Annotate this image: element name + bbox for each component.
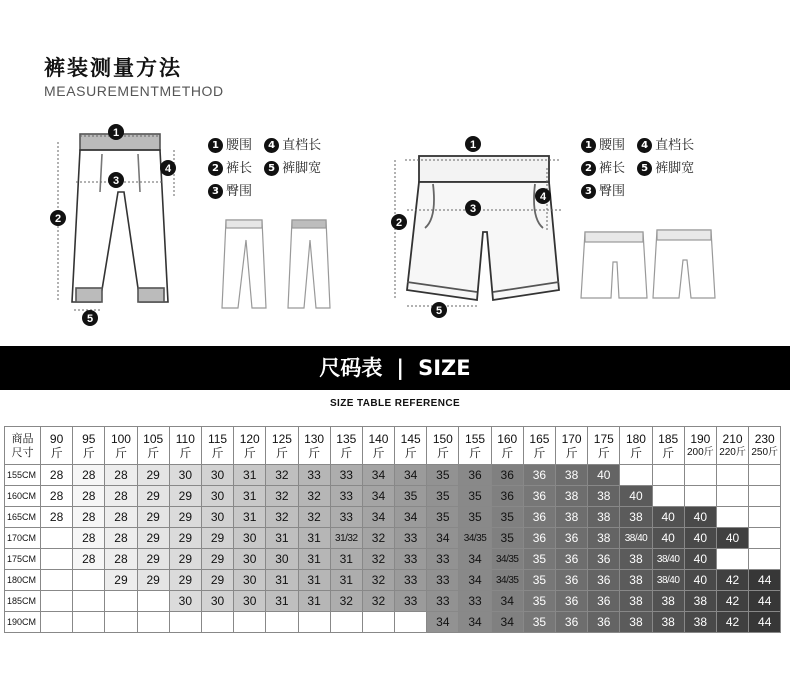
size-cell: 35 [523, 570, 555, 591]
size-cell: 29 [201, 570, 233, 591]
size-cell: 42 [716, 570, 748, 591]
size-cell: 31 [298, 591, 330, 612]
size-cell: 33 [330, 465, 362, 486]
size-cell: 38/40 [620, 528, 652, 549]
weight-header: 125 斤 [266, 427, 298, 465]
size-cell [73, 591, 105, 612]
size-cell: 34 [362, 507, 394, 528]
size-cell [362, 612, 394, 633]
size-cell: 35 [459, 486, 491, 507]
size-cell: 33 [427, 591, 459, 612]
size-cell [234, 612, 266, 633]
size-cell: 29 [201, 549, 233, 570]
height-label: 160CM [5, 486, 41, 507]
height-label: 175CM [5, 549, 41, 570]
size-cell: 36 [491, 486, 523, 507]
size-cell: 30 [201, 507, 233, 528]
size-cell: 40 [684, 507, 716, 528]
legend-label-waist: 腰围 [226, 138, 253, 153]
weight-header: 135 斤 [330, 427, 362, 465]
weight-header: 145 斤 [395, 427, 427, 465]
marker-2: 2 [54, 213, 62, 225]
table-row [5, 591, 781, 612]
size-cell: 36 [556, 549, 588, 570]
size-cell: 33 [298, 465, 330, 486]
marker-1: 1 [112, 127, 120, 139]
size-cell: 29 [105, 570, 137, 591]
size-cell [73, 570, 105, 591]
marker-5: 5 [86, 313, 94, 325]
weight-header: 180 斤 [620, 427, 652, 465]
size-cell [716, 549, 748, 570]
size-cell: 38 [652, 591, 684, 612]
size-cell: 40 [652, 507, 684, 528]
size-cell: 32 [330, 591, 362, 612]
marker-3: 3 [469, 203, 477, 215]
size-cell: 40 [684, 549, 716, 570]
legend-label-rise: 直档长 [282, 138, 322, 153]
weight-header: 105 斤 [137, 427, 169, 465]
size-cell [298, 612, 330, 633]
marker-4: 4 [539, 191, 547, 203]
size-cell: 35 [491, 507, 523, 528]
size-cell: 34 [362, 465, 394, 486]
size-cell: 31 [330, 570, 362, 591]
shorts-legend [581, 134, 702, 203]
size-cell: 31 [330, 549, 362, 570]
size-cell: 31 [298, 570, 330, 591]
banner-english-label: SIZE [418, 356, 471, 380]
size-cell: 31 [266, 591, 298, 612]
size-cell [266, 612, 298, 633]
height-label: 185CM [5, 591, 41, 612]
size-cell: 28 [73, 486, 105, 507]
size-cell: 40 [588, 465, 620, 486]
shorts-illustration [385, 112, 765, 337]
size-cell: 33 [395, 549, 427, 570]
size-cell [137, 591, 169, 612]
size-cell: 36 [523, 507, 555, 528]
legend-number: 4 [637, 138, 652, 153]
size-cell [41, 549, 73, 570]
size-cell: 34 [395, 507, 427, 528]
size-cell: 31 [234, 465, 266, 486]
legend-number: 3 [208, 184, 223, 199]
weight-header: 95 斤 [73, 427, 105, 465]
size-cell [105, 612, 137, 633]
size-cell: 30 [169, 591, 201, 612]
size-cell: 44 [749, 612, 781, 633]
size-cell: 28 [105, 507, 137, 528]
size-cell: 30 [201, 591, 233, 612]
size-cell: 30 [201, 486, 233, 507]
size-cell: 32 [362, 570, 394, 591]
size-cell: 35 [523, 591, 555, 612]
size-cell: 28 [73, 507, 105, 528]
size-cell: 44 [749, 570, 781, 591]
size-cell: 36 [556, 591, 588, 612]
size-cell [41, 570, 73, 591]
size-cell: 34 [491, 612, 523, 633]
size-cell: 38 [620, 570, 652, 591]
size-cell [684, 486, 716, 507]
size-cell: 28 [105, 465, 137, 486]
size-cell: 29 [169, 570, 201, 591]
size-cell: 33 [395, 570, 427, 591]
size-cell: 34/35 [459, 528, 491, 549]
legend-number: 1 [581, 138, 596, 153]
legend-number: 5 [264, 161, 279, 176]
size-cell: 34 [459, 612, 491, 633]
size-cell [73, 612, 105, 633]
size-cell: 36 [588, 549, 620, 570]
weight-header: 155 斤 [459, 427, 491, 465]
size-cell: 28 [73, 528, 105, 549]
size-cell: 28 [105, 528, 137, 549]
trousers-legend [208, 134, 329, 203]
legend-number: 3 [581, 184, 596, 199]
size-cell: 38 [620, 612, 652, 633]
marker-3: 3 [112, 175, 120, 187]
size-cell: 40 [620, 486, 652, 507]
size-cell: 35 [427, 507, 459, 528]
size-cell: 28 [105, 549, 137, 570]
weight-header: 90 斤 [41, 427, 73, 465]
table-row [5, 570, 781, 591]
size-cell [749, 486, 781, 507]
size-cell: 34 [395, 465, 427, 486]
table-row [5, 507, 781, 528]
size-cell: 30 [234, 591, 266, 612]
size-cell: 40 [652, 528, 684, 549]
size-cell: 32 [298, 486, 330, 507]
size-cell: 38 [556, 507, 588, 528]
size-cell: 40 [684, 570, 716, 591]
size-cell: 30 [234, 549, 266, 570]
size-cell: 34/35 [491, 549, 523, 570]
size-cell: 38 [588, 486, 620, 507]
size-cell: 36 [459, 465, 491, 486]
size-cell: 38 [620, 507, 652, 528]
weight-header: 130 斤 [298, 427, 330, 465]
marker-1: 1 [469, 139, 477, 151]
size-cell: 36 [588, 612, 620, 633]
weight-header: 100 斤 [105, 427, 137, 465]
weight-header: 160 斤 [491, 427, 523, 465]
size-cell: 31/32 [330, 528, 362, 549]
weight-header: 140 斤 [362, 427, 394, 465]
size-cell: 31 [298, 549, 330, 570]
table-row [5, 528, 781, 549]
weight-header: 120 斤 [234, 427, 266, 465]
table-row [5, 612, 781, 633]
weight-header: 115 斤 [201, 427, 233, 465]
size-cell: 36 [588, 591, 620, 612]
size-cell [620, 465, 652, 486]
size-cell: 35 [523, 612, 555, 633]
size-cell: 30 [201, 465, 233, 486]
banner-chinese-label: 尺码表 [319, 356, 383, 380]
size-cell: 33 [459, 591, 491, 612]
size-cell: 42 [716, 591, 748, 612]
table-row [5, 465, 781, 486]
marker-5: 5 [435, 305, 443, 317]
size-cell: 40 [684, 528, 716, 549]
size-cell: 28 [41, 465, 73, 486]
size-cell [684, 465, 716, 486]
size-cell: 32 [362, 549, 394, 570]
size-table-reference: SIZE TABLE REFERENCE [329, 398, 461, 409]
size-cell: 42 [716, 612, 748, 633]
size-cell: 29 [169, 528, 201, 549]
legend-label-leg-opening: 裤脚宽 [655, 161, 695, 176]
size-cell: 38 [620, 549, 652, 570]
size-cell [395, 612, 427, 633]
size-cell [41, 612, 73, 633]
size-cell [169, 612, 201, 633]
size-cell: 36 [588, 570, 620, 591]
size-cell [652, 486, 684, 507]
size-cell: 35 [395, 486, 427, 507]
size-cell: 33 [427, 549, 459, 570]
weight-header: 210 220斤 [716, 427, 748, 465]
size-cell: 38/40 [652, 570, 684, 591]
marker-2: 2 [395, 217, 403, 229]
legend-label-hip: 臀围 [226, 184, 253, 199]
size-cell [105, 591, 137, 612]
legend-label-length: 裤长 [599, 161, 626, 176]
size-cell: 38 [620, 591, 652, 612]
size-cell: 29 [137, 528, 169, 549]
height-label: 165CM [5, 507, 41, 528]
size-cell: 28 [73, 465, 105, 486]
size-cell: 38 [684, 612, 716, 633]
banner-separator: | [396, 356, 405, 380]
size-cell: 35 [427, 465, 459, 486]
size-cell: 29 [201, 528, 233, 549]
legend-number: 2 [208, 161, 223, 176]
size-cell [41, 591, 73, 612]
size-cell [652, 465, 684, 486]
size-cell: 29 [169, 549, 201, 570]
weight-header: 230 250斤 [749, 427, 781, 465]
size-cell: 38 [588, 528, 620, 549]
size-cell: 29 [169, 486, 201, 507]
weight-header: 110 斤 [169, 427, 201, 465]
size-cell: 35 [427, 486, 459, 507]
legend-label-length: 裤长 [226, 161, 253, 176]
size-cell: 35 [491, 528, 523, 549]
size-cell: 34 [427, 528, 459, 549]
table-row [5, 549, 781, 570]
size-cell: 33 [395, 591, 427, 612]
size-cell: 40 [716, 528, 748, 549]
weight-header: 190 200斤 [684, 427, 716, 465]
legend-number: 2 [581, 161, 596, 176]
table-row [5, 486, 781, 507]
height-label: 155CM [5, 465, 41, 486]
size-cell: 32 [362, 591, 394, 612]
size-cell: 30 [266, 549, 298, 570]
weight-header: 185 斤 [652, 427, 684, 465]
size-cell: 34 [427, 612, 459, 633]
weight-header: 170 斤 [556, 427, 588, 465]
page-subtitle: MEASUREMENTMETHOD [44, 83, 224, 99]
size-cell: 36 [523, 465, 555, 486]
size-cell [716, 507, 748, 528]
size-cell: 31 [234, 507, 266, 528]
legend-label-waist: 腰围 [599, 138, 626, 153]
size-cell: 34/35 [491, 570, 523, 591]
size-cell: 33 [395, 528, 427, 549]
size-cell: 32 [266, 507, 298, 528]
size-cell: 28 [105, 486, 137, 507]
legend-label-leg-opening: 裤脚宽 [282, 161, 322, 176]
size-cell: 33 [330, 507, 362, 528]
size-cell: 31 [298, 528, 330, 549]
size-cell [330, 612, 362, 633]
size-cell: 35 [459, 507, 491, 528]
trousers-panel [40, 112, 380, 337]
size-cell: 28 [41, 507, 73, 528]
size-cell [201, 612, 233, 633]
size-cell: 36 [491, 465, 523, 486]
marker-4: 4 [164, 163, 172, 175]
size-cell: 30 [169, 465, 201, 486]
size-cell: 33 [330, 486, 362, 507]
size-cell: 31 [234, 486, 266, 507]
legend-number: 5 [637, 161, 652, 176]
size-cell: 38 [556, 486, 588, 507]
legend-number: 4 [264, 138, 279, 153]
size-cell: 36 [556, 528, 588, 549]
height-label: 190CM [5, 612, 41, 633]
size-cell: 32 [266, 486, 298, 507]
height-label: 170CM [5, 528, 41, 549]
size-cell: 35 [523, 549, 555, 570]
size-cell [716, 486, 748, 507]
height-label: 180CM [5, 570, 41, 591]
size-cell [716, 465, 748, 486]
size-cell: 34 [459, 549, 491, 570]
size-cell: 30 [234, 528, 266, 549]
size-cell: 44 [749, 591, 781, 612]
size-cell [749, 528, 781, 549]
size-chart-banner [0, 346, 790, 390]
size-cell: 34 [491, 591, 523, 612]
legend-label-hip: 臀围 [599, 184, 626, 199]
size-cell: 29 [137, 465, 169, 486]
size-cell: 38 [556, 465, 588, 486]
size-cell: 34 [362, 486, 394, 507]
size-cell: 33 [427, 570, 459, 591]
page-title: 裤装测量方法 [44, 56, 182, 80]
legend-label-rise: 直档长 [655, 138, 695, 153]
size-cell: 31 [266, 528, 298, 549]
weight-header: 175 斤 [588, 427, 620, 465]
shorts-panel [385, 112, 765, 337]
size-cell: 29 [137, 549, 169, 570]
size-cell: 29 [169, 507, 201, 528]
size-cell: 36 [523, 486, 555, 507]
size-cell: 29 [137, 486, 169, 507]
size-cell [749, 507, 781, 528]
size-cell: 29 [137, 507, 169, 528]
size-cell: 34 [459, 570, 491, 591]
size-cell: 32 [362, 528, 394, 549]
weight-header: 165 斤 [523, 427, 555, 465]
size-cell: 32 [298, 507, 330, 528]
size-cell: 36 [556, 612, 588, 633]
size-cell: 28 [41, 486, 73, 507]
legend-number: 1 [208, 138, 223, 153]
size-cell: 38 [652, 612, 684, 633]
size-cell: 29 [137, 570, 169, 591]
size-cell: 31 [266, 570, 298, 591]
size-cell: 38 [684, 591, 716, 612]
size-cell [137, 612, 169, 633]
size-table [4, 426, 781, 633]
size-cell: 38 [588, 507, 620, 528]
size-cell: 36 [556, 570, 588, 591]
size-cell: 38/40 [652, 549, 684, 570]
size-cell [749, 549, 781, 570]
size-cell: 30 [234, 570, 266, 591]
weight-header: 150 斤 [427, 427, 459, 465]
size-cell: 32 [266, 465, 298, 486]
size-cell [41, 528, 73, 549]
size-cell: 28 [73, 549, 105, 570]
size-cell: 36 [523, 528, 555, 549]
table-corner-header: 商品 尺寸 [5, 427, 41, 465]
size-cell [749, 465, 781, 486]
